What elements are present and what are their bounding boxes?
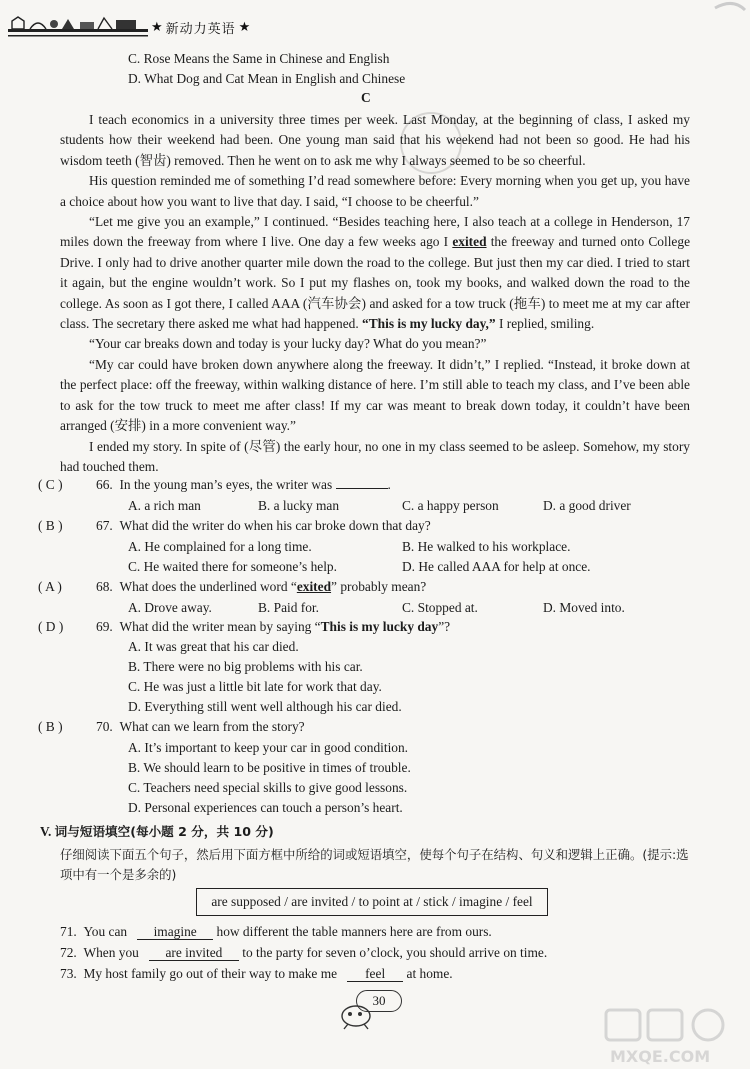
question-number: 66. (96, 477, 113, 492)
header-title: 新动力英语 (165, 21, 236, 37)
passage-text: the freeway and turned onto College Drive. I only had to drive another quarter mile down the road to the college. But just then my car died. I tried to start it again, but the engine wouldn’t work. So I put my flashes on, took my books, and walked down the road to the college. As soon as I got there, I called AAA (汽车协会) and asked for a tow truck (拖车) to meet me at my car after class. The secretary there asked me what had happened. (60, 234, 691, 332)
question-68 (38, 577, 426, 597)
reading-passage (60, 110, 690, 477)
watermark-text: MXQE.COM (610, 1047, 711, 1066)
star-icon: ★ (151, 19, 163, 34)
option: A. He complained for a long time. (128, 539, 312, 554)
question-67 (38, 516, 431, 536)
watermark-logo-icon (600, 1006, 748, 1066)
question-stem: ” probably mean? (331, 579, 427, 594)
bold-quote: This is my lucky day (320, 619, 439, 634)
fill-item-73 (60, 964, 453, 984)
question-answer: ( B ) (38, 518, 63, 533)
option: D. He called AAA for help at once. (402, 559, 591, 574)
question-stem-end: . (387, 477, 391, 492)
passage-paragraph: I teach economics in a university three times per week. Last Monday, at the beginning of class, I asked my students how their weekend had been. One young man said that his weekend had not been so good. He had his wisdom teeth (智齿) removed. Then he went on to ask me why I always seemed to be so cheerful. (60, 112, 690, 168)
option: D. Moved into. (543, 600, 625, 615)
option: B. There were no big problems with his car. (128, 659, 363, 674)
question-stem: What did the writer mean by saying “ (119, 619, 321, 634)
passage-text: “Let me give you an example,” I continued. “Besides teaching here, I also teach at a college in Henderson, 17 miles down the freeway from where I live. One day a few weeks ago I (60, 214, 690, 250)
passage-paragraph: His question reminded me of something I’d read somewhere before: Every morning when you get up, you have a choice about how you want to live that day. I said, “I choose to be cheerful.” (60, 173, 690, 209)
question-69 (38, 617, 450, 637)
filled-answer: are invited (149, 946, 239, 961)
question-stem: What can we learn from the story? (119, 719, 305, 734)
question-answer: ( A ) (38, 579, 62, 594)
item-number: 73. (60, 966, 77, 981)
question-number: 68. (96, 579, 113, 594)
option: A. It was great that his car died. (128, 639, 299, 654)
option: C. a happy person (402, 498, 499, 513)
question-stem: What did the writer do when his car broke down that day? (119, 518, 431, 533)
question-number: 69. (96, 619, 113, 634)
option: D. Personal experiences can touch a person’s heart. (128, 800, 403, 815)
passage-paragraph (60, 212, 690, 334)
question-number: 70. (96, 719, 113, 734)
bold-quote: “This is my lucky day,” (362, 316, 496, 332)
star-icon: ★ (238, 19, 251, 34)
option: A. a rich man (128, 498, 201, 513)
question-stem: What does the underlined word “ (119, 579, 297, 594)
option: D. Everything still went well although his car died. (128, 699, 402, 714)
word-box: are supposed / are invited / to point at / stick / imagine / feel (196, 888, 548, 916)
question-66 (38, 475, 391, 495)
fill-item-72 (60, 943, 547, 963)
section-title (40, 821, 274, 840)
question-stem: ”? (438, 619, 451, 634)
option: B. He walked to his workplace. (402, 539, 571, 554)
fill-item-71 (60, 922, 492, 942)
option: C. He waited there for someone’s help. (128, 559, 337, 574)
item-text: to the party for seven o’clock, you should arrive on time. (242, 945, 548, 960)
option: C. Stopped at. (402, 600, 478, 615)
passage-text: I replied, smiling. (495, 316, 595, 332)
filled-answer: feel (347, 967, 403, 982)
header-decoration-icon (8, 15, 148, 39)
section-instruction: 仔细阅读下面五个句子，然后用下面方框中所给的词或短语填空，使每个句子在结构、句义和逻辑上正确。(提示:选项中有一个是多余的) (60, 847, 689, 882)
passage-label: C (361, 90, 371, 105)
filled-answer: imagine (137, 925, 213, 940)
item-text: how different the table manners here are from ours. (216, 924, 492, 939)
prev-option-c: C. Rose Means the Same in Chinese and English (128, 51, 390, 66)
item-number: 72. (60, 945, 77, 960)
option: A. Drove away. (128, 600, 212, 615)
question-70 (38, 717, 305, 737)
option: A. It’s important to keep your car in good condition. (128, 740, 409, 755)
corner-watermark-icon (705, 0, 750, 22)
item-number: 71. (60, 924, 77, 939)
item-text: When you (83, 945, 139, 960)
option: B. Paid for. (258, 600, 320, 615)
section-number: V. (40, 824, 52, 839)
question-stem: In the young man’s eyes, the writer was (119, 477, 333, 492)
prev-option-d: D. What Dog and Cat Mean in English and Chinese (128, 71, 406, 86)
page-header (8, 14, 298, 40)
item-text: at home. (406, 966, 453, 981)
question-answer: ( D ) (38, 619, 64, 634)
option: C. He was just a little bit late for work that day. (128, 679, 382, 694)
underlined-word: exited (296, 579, 332, 594)
question-answer: ( B ) (38, 719, 63, 734)
question-answer: ( C ) (38, 477, 63, 492)
option: D. a good driver (543, 498, 631, 513)
option: B. a lucky man (258, 498, 340, 513)
option: B. We should learn to be positive in times of trouble. (128, 760, 411, 775)
passage-paragraph: “Your car breaks down and today is your lucky day? What do you mean?” (89, 336, 487, 352)
passage-paragraph: I ended my story. In spite of (尽管) the early hour, no one in my class seemed to be asleep. Somehow, my story had touched them. (60, 438, 690, 474)
passage-paragraph: “My car could have broken down anywhere along the freeway. It didn’t,” I replied. “Instead, it broke down at the perfect place: off the freeway, within walking distance of here. I’m still able to teach my class, and I’ve been able to ask for the tow truck to meet me after class! If my car was meant to break down today, it couldn’t have been arranged (安排) in a more convenient way.” (60, 356, 690, 434)
question-number: 67. (96, 518, 113, 533)
underlined-word: exited (452, 234, 487, 250)
item-text: My host family go out of their way to make me (83, 966, 338, 981)
answer-blank (336, 476, 388, 489)
item-text: You can (83, 924, 128, 939)
page-number: 30 (356, 990, 402, 1012)
option: C. Teachers need special skills to give good lessons. (128, 780, 408, 795)
section-title-text: 词与短语填空(每小题 2 分，共 10 分) (54, 824, 274, 839)
